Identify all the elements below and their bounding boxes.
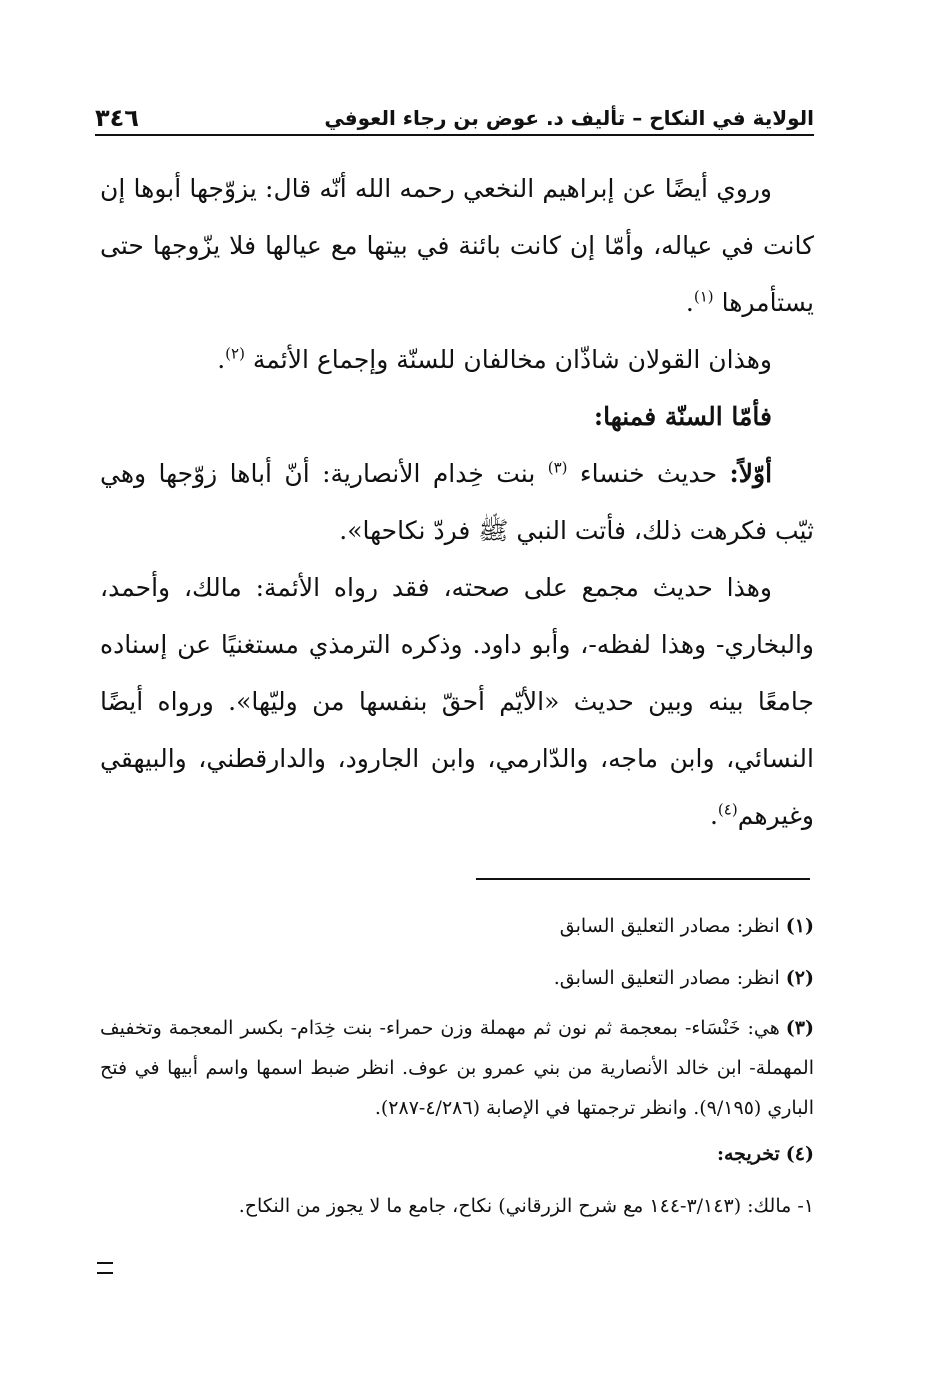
footnote-ref-1[interactable]: (١) [693,287,714,306]
footnote-number: (٣) [785,1017,814,1039]
footnote-ref-3[interactable]: (٣) [547,458,568,477]
footnote-2 [100,952,814,1004]
footnote-separator [476,878,810,880]
footnote-number: (١) [785,915,814,937]
running-title: الولاية في النكاح – تأليف د. عوض بن رجاء العوفي [324,106,814,130]
first-point-label: أوّلاً: [729,459,773,488]
footnote-3 [100,1008,814,1128]
footnote-text: انظر: مصادر التعليق السابق [559,915,780,937]
page-header [95,98,814,136]
footnote-1 [100,900,814,952]
page-number: ٣٤٦ [95,104,139,132]
footnote-number: (٢) [785,967,814,989]
footnote-ref-2[interactable]: (٢) [225,344,245,363]
paragraph-two-opinions: وهذان القولان شاذّان مخالفان للسنّة وإجماع الأئمة $^{(٢)}$. [217,344,772,374]
footnote-text: تخريجه: [716,1143,780,1165]
paragraph-nakhai: وروي أيضًا عن إبراهيم النخعي رحمه الله أنّه قال: يزوّجها أبوها إن كانت في عياله، وأمّا إن كانت بائنة في بيتها مع عيالها فلا يزّوجها حتى يستأمرها $^{(١)}$. [100,174,814,317]
footnote-ref-4[interactable]: (٤) [717,800,738,819]
paragraph-text: حديث خنساء [579,459,718,488]
footnotes [100,900,814,1232]
paragraph-khansa-hadith [100,445,814,559]
paragraph-consensus: وهذا حديث مجمع على صحته، فقد رواه الأئمة: مالك، وأحمد، والبخاري- وهذا لفظه-، وأبو داود. وذكره الترمذي مستغنيًا عن إسناده جامعًا بينه وبين حديث «الأيّم أحقّ بنفسها من وليّها». ورواه أيضًا النسائي، وابن ماجه، والدّارمي، وابن الجارود، والدارقطني، والبيهقي وغيرهم$^{(٤)}$. [100,573,814,830]
paragraph-text: وهذان القولان شاذّان مخالفان للسنّة وإجماع الأئمة [252,345,772,374]
section-heading: فأمّا السنّة فمنها: [593,402,772,431]
paragraph-text: بنت خِدام الأنصارية: أنّ أباها زوّجها وهي ثيّب فكرهت ذلك، فأتت النبي ﷺ فردّ نكاحها». [100,459,814,545]
paragraph-text: وهذا حديث مجمع على صحته، فقد رواه الأئمة: مالك، وأحمد، والبخاري- وهذا لفظه-، وأبو داود. وذكره الترمذي مستغنيًا عن إسناده جامعًا بينه وبين حديث «الأيّم أحقّ بنفسها من وليّها». ورواه أيضًا النسائي، وابن ماجه، والدّارمي، وابن الجارود، والدارقطني، والبيهقي وغيرهم [100,573,814,830]
footnote-4-item: ١- مالك: (٣/١٤٣-١٤٤ مع شرح الزرقاني) نكاح، جامع ما لا يجوز من النكاح. [238,1195,814,1217]
footnote-text: هي: خَنْسَاء- بمعجمة ثم نون ثم مهملة وزن حمراء- بنت خِدَام- بكسر المعجمة وتخفيف المهملة- ابن خالد الأنصارية من بني عمرو بن عوف. انظر ضبط اسمها واسم أبيها في فتح الباري (٩/١٩٥). وانظر ترجمتها في الإصابة (٤/٢٨٦-٢٨٧). [100,1017,814,1119]
footnote-4 [100,1128,814,1180]
footnote-number: (٤) [785,1143,814,1165]
footnote-text: انظر: مصادر التعليق السابق. [553,967,780,989]
main-text [100,160,814,844]
paragraph-text: وروي أيضًا عن إبراهيم النخعي رحمه الله أنّه قال: يزوّجها أبوها إن كانت في عياله، وأمّا إن كانت بائنة في بيتها مع عيالها فلا يزّوجها حتى يستأمرها [100,174,814,317]
continuation-mark [97,1262,113,1274]
